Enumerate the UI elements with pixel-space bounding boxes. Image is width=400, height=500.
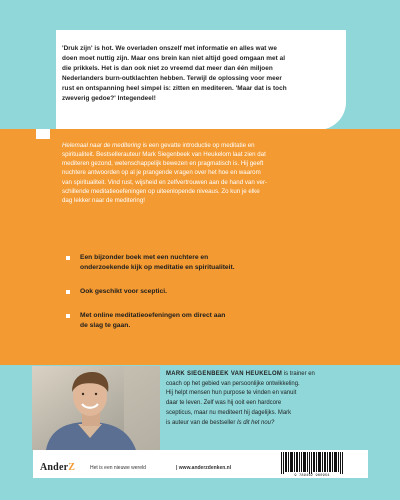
bio-line: scepticus, maar nu mediteert hij dagelijks. Mark xyxy=(166,409,292,416)
barcode-icon xyxy=(280,452,344,474)
intro-text xyxy=(62,44,346,104)
intro-line: Nederlanders burn-outklachten hebben. Terwijl de oplossing voor meer xyxy=(62,75,282,82)
desc-line: mediteren gezond, wetenschappelijk bewezen en pragmatisch is. Hij geeft xyxy=(62,160,264,168)
isbn-number: 9 789462 960954 xyxy=(294,474,330,478)
author-bio xyxy=(166,370,350,428)
desc-line: schillende meditatieoefeningen op uiteenlopende niveaus. Zo kun je elke xyxy=(62,187,260,195)
bio-line: coach op het gebied van persoonlijke ontwikkeling. xyxy=(166,380,300,387)
intro-line: zweverig gedoe?' Integendeel! xyxy=(62,95,156,102)
selling-point-text: Ook geschikt voor sceptici. xyxy=(80,288,167,295)
bio-line: daar te leven. Zelf was hij ooit een hardcore xyxy=(166,400,282,407)
selling-point xyxy=(66,311,306,331)
publisher-logo xyxy=(40,462,75,473)
publisher-tagline: Het is een nieuwe wereld xyxy=(90,465,146,471)
selling-points-list xyxy=(66,253,306,345)
selling-point-text: de slag te gaan. xyxy=(80,322,131,329)
selling-point xyxy=(66,287,306,297)
selling-point xyxy=(66,253,306,273)
bio-line: is auteur van de bestseller xyxy=(166,419,237,426)
bio-line: is trainer en xyxy=(282,371,315,377)
book-title-italic: Helemaal naar de meditering xyxy=(62,142,141,149)
intro-line: doen moet nuttig zijn. Maar ons brein kan niet altijd goed omgaan met al xyxy=(62,55,286,62)
selling-point-text: Met online meditatieoefeningen om direct aan xyxy=(80,312,226,319)
desc-line: van spiritualiteit. Vind rust, wijsheid en zelfvertrouwen aan de hand van ver- xyxy=(62,178,268,186)
selling-point-text: onderzoekende kijk op meditatie en spiritualiteit. xyxy=(80,264,235,271)
selling-point-text: Een bijzonder boek met een nuchtere en xyxy=(80,254,209,261)
author-photo-graphic xyxy=(32,366,160,450)
intro-line: rust en ontspanning heel simpel is: zitten en mediteren. 'Maar dat is toch xyxy=(62,85,287,92)
desc-line: is een gevatte introductie op meditatie en xyxy=(140,142,255,149)
bestseller-title: Is dit het nou? xyxy=(236,419,275,426)
author-name: MARK SIEGENBEEK VAN HEUKELOM xyxy=(166,371,283,377)
logo-z: Z xyxy=(68,462,76,473)
description-text xyxy=(62,141,344,205)
logo-text: Ander xyxy=(40,462,69,473)
intro-line: die prikkels. Het is dan ook niet zo vreemd dat meer dan één miljoen xyxy=(62,65,273,72)
desc-line: nuchtere antwoorden op al je prangende vragen over het hoe en waarom xyxy=(62,169,261,177)
author-photo xyxy=(32,366,160,450)
panel-notch xyxy=(36,129,50,139)
intro-line: 'Druk zijn' is hot. We overladen onszelf met informatie en alles wat we xyxy=(62,45,277,52)
publisher-website: | www.anderzdenken.nl xyxy=(176,465,232,471)
bio-line: Hij helpt mensen hun purpose te vinden en vanuit xyxy=(166,390,297,397)
desc-line: spiritualiteit. Bestsellerauteur Mark Siegenbeek van Heukelom laat zien dat xyxy=(62,151,266,159)
desc-line: dag lekker naar de meditering! xyxy=(62,196,145,204)
